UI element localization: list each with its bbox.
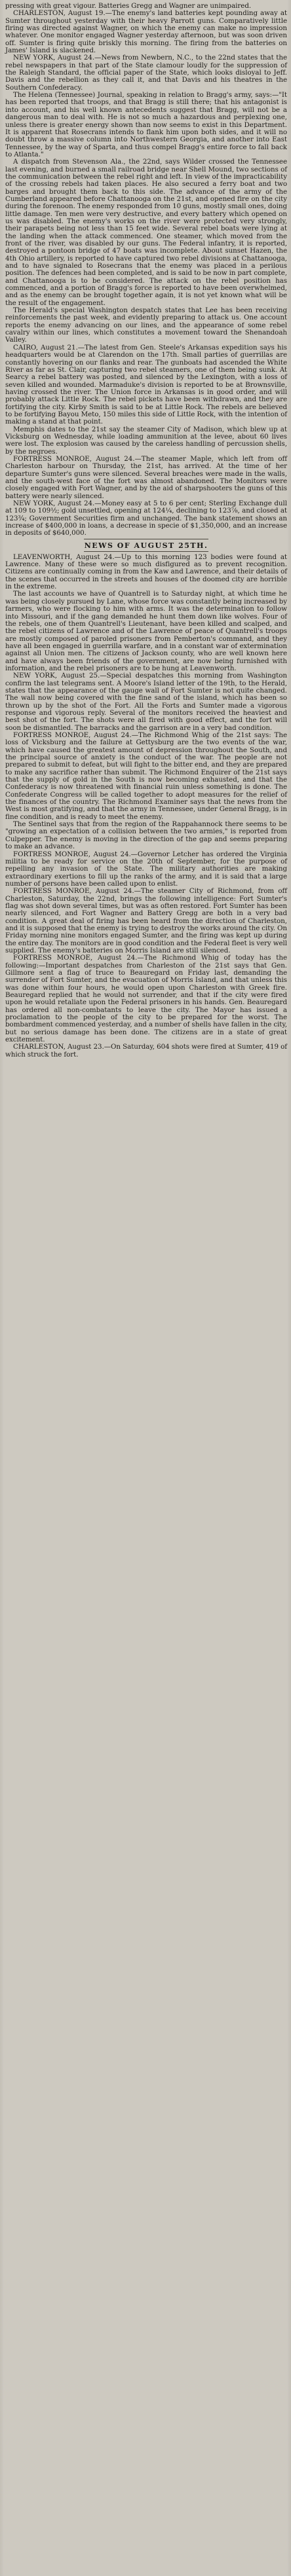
news-paragraph: pressing with great vigour. Batteries Gregg and Wagner are unimpaired. xyxy=(5,2,252,10)
news-paragraph: CHARLESTON, August 23.—On Saturday, 604 shots were fired at Sumter, 419 of which struck the fort. xyxy=(5,1043,287,1059)
news-paragraph: The Herald's special Washington despatch states that Lee has been receiving reinforcements the past week, and evidently preparing to attack us. One account reports the enemy advancing on our lines, and the appearance of some rebel cavalry within our lines, which constitutes a movement toward the Shenandoah Valley. xyxy=(5,306,287,344)
news-paragraph: CAIRO, August 21.—The latest from Gen. Steele's Arkansas expedition says his headquarters would be at Clarendon on the 17th. Small parties of guerrillas are constantly hovering on our flanks and rear. The gunboats had ascended the White River as far as St. Clair, capturing two rebel steamers, one of them being sunk. At Searcy a rebel battery was posted, and silenced by the Lexington, with a loss of seven killed and wounded. Marmaduke's division is reported to be at Brownsville, having crossed the river. The Union force in Arkansas is in good order, and will probably attack Little Rock. The rebel pickets have been withdrawn, and they are fortifying the city. Kirby Smith is said to be at Little Rock. The rebels are believed to be fortifying Bayou Meto, 150 miles this side of Little Rock, with the intention of making a stand at that point. xyxy=(5,343,287,426)
news-paragraph: NEW YORK, August 24.—Money easy at 5 to 6 per cent; Sterling Exchange dull at 109 to 109½; gold unsettled, opening at 124¼, declining to 123⅞, and closed at 123¾; Government Securities firm and unchanged. The bank statement shows an increase of $400,000 in loans, a decrease in specie of $1,350,000, and an increase in deposits of $640,000. xyxy=(5,499,287,537)
news-paragraph: FORTRESS MONROE, August 24.—The Richmond Whig of the 21st says: The loss of Vicksburg and the failure at Gettysburg are the two events of the war, which have caused the greatest amount of depression throughout the South, and the principal source of anxiety is the conduct of the war. The people are not prepared to submit to defeat, but will fight to the bitter end, and they are prepared to make any sacrifice rather than submit. The Richmond Enquirer of the 21st says that the supply of gold in the South is now becoming exhausted, and that the Confederacy is now threatened with financial ruin unless something is done. The Confederate Congress will be called together to adopt measures for the relief of the finances of the country. The Richmond Examiner says that the news from the West is most gratifying, and that the army in Tennessee, under General Bragg, is in fine condition, and is ready to meet the enemy. xyxy=(5,731,287,821)
news-paragraph: NEW YORK, August 24.—News from Newbern, N.C., to the 22nd states that the rebel newspapers in that part of the State clamour loudly for the suppression of the Raleigh Standard, the official paper of the State, which looks disloyal to Jeff. Davis and the rebellion as they call it, and that Davis and his theatres in the Southern Confederacy. xyxy=(5,54,287,92)
news-after xyxy=(5,554,287,1059)
news-paragraph: FORTRESS MONROE, August 24.—Governor Letcher has ordered the Virginia militia to be ready for service on the 20th of September, for the purpose of repelling any invasion of the State. The military authorities are making extraordinary exertions to fill up the ranks of the army, and it is said that a large number of persons have been called upon to enlist. xyxy=(5,850,287,888)
news-paragraph: Memphis dates to the 21st say the steamer City of Madison, which blew up at Vicksburg on Wednesday, while loading ammunition at the levee, about 60 lives were lost. The explosion was caused by the careless handling of percussion shells, by the negroes. xyxy=(5,425,287,456)
news-dateline: NEWS OF AUGUST 25TH. xyxy=(84,541,208,550)
news-paragraph: FORTRESS MONROE, August 24.—The steamer City of Richmond, from off Charleston, Saturday, the 22nd, brings the following intelligence: Fort Sumter's flag was shot down several times, but was as often restored. Fort Sumter has been nearly silenced, and Fort Wagner and Battery Gregg are both in a very bad condition. A great deal of firing has been heard from the direction of Charleston, and it is supposed that the enemy is trying to destroy the works around the city. On Friday morning nine monitors engaged Sumter, and the firing was kept up during the entire day. The monitors are in good condition and the Federal fleet is very well supplied. The enemy's batteries on Morris Island are still silenced. xyxy=(5,887,287,954)
news-paragraph: FORTRESS MONROE, August 24.—The Richmond Whig of today has the following:—Important despatches from Charleston of the 21st says that Gen. Gillmore sent a flag of truce to Beauregard on Friday last, demanding the surrender of Fort Sumter, and the evacuation of Morris Island, and that unless this was done within four hours, he would open upon Charleston with Greek fire. Beauregard replied that he would not surrender, and that if the city were fired upon he would retaliate upon the Federal prisoners in his hands. Gen. Beauregard has ordered all non-combatants to leave the city. The Mayor has issued a proclamation to the people of the city to be prepared for the worst. The bombardment commenced yesterday, and a number of shells have fallen in the city, but no serious damage has been done. The citizens are in a state of great excitement. xyxy=(5,954,287,1044)
news-before xyxy=(5,3,287,537)
news-paragraph: A dispatch from Stevenson Ala., the 22nd, says Wilder crossed the Tennessee last evening, and burned a small railroad bridge near Shell Mound, two sections of the communication between the rebel right and left. In view of the impracticability of the crossing rebels had taken places. He also secured a ferry boat and two barges and brought them back to this side. The advance of the army of the Cumberland appeared before Chattanooga on the 21st, and opened fire on the city during the forenoon. The enemy responded from 10 guns, mostly small ones, doing little damage. Ten men were very destructive, and every battery which opened on us was disabled. The enemy's works on the river were protected very strongly, their parapets being not less than 15 feet wide. Several rebel boats were lying at the landing when the attack commenced. One steamer, which moved from the front of the river, was disabled by our guns. The Federal infantry, it is reported, destroyed a pontoon bridge of 47 boats was incomplete. About sunset Hazen, the 4th Ohio artillery, is reported to have captured two rebel divisions at Chattanooga, and to have signaled to Rosecrans that the enemy was placed in a perilous position. The defences had been completed, and is said to be now in part complete, and Chattanooga is to be considered. The attack on the rebel position has commenced, and a portion of Bragg's force is reported to have been overwhelmed, and as the enemy can be brought together again, it is not yet known what will be the result of the engagement. xyxy=(5,158,287,307)
news-paragraph: The Sentinel says that from the region of the Rappahannock there seems to be "growing an expectation of a collision between the two armies," is reported from Culpepper. The enemy is moving in the direction of the gap and seems preparing to make an advance. xyxy=(5,820,287,851)
news-paragraph: CHARLESTON, August 19.—The enemy's land batteries kept pounding away at Sumter throughout yesterday with their heavy Parrott guns. Comparatively little firing was directed against Wagner, on which the enemy can make no impression whatever. One monitor engaged Wagner yesterday afternoon, but was soon driven off. Sumter is firing quite briskly this morning. The firing from the batteries on James' Island is slackened. xyxy=(5,9,287,55)
news-paragraph: FORTRESS MONROE, August 24.—The steamer Maple, which left from off Charleston harbour on Thursday, the 21st, has arrived. At the time of her departure Sumter's guns were silenced. Several breaches were made in the walls, and the south-west face of the fort was almost abandoned. The Monitors were closely engaged with Fort Wagner, and by the aid of sharpshooters the guns of this battery were nearly silenced. xyxy=(5,454,287,500)
news-paragraph: The last accounts we have of Quantrell is to Saturday night, at which time he was being closely pursued by Lane, whose force was constantly being increased by farmers, who were flocking to him with arms. It was the determination to follow into Missouri, and if the gang demanded he hunt them down like wolves. Four of the rebels, one of them Quantrell's Lieutenant, have been killed and scalped, and the rebel citizens of Lawrence and of the Lawrence of peace of Quantrell's troops are mostly composed of paroled prisoners from Pemberton's command, and they have all been engaged in guerrilla warfare, and in a constant war of extermination against all Union men. The citizens of Jackson county, who are well known here and have always been friends of the government, are now being furnished with information, and the rebel prisoners are to be hung at Leavenworth. xyxy=(5,590,287,672)
news-paragraph: NEW YORK, August 25.—Special despatches this morning from Washington confirm the last telegrams sent. A Moore's Island letter of the 19th, to the Herald, states that the appearance of the gauge wall of Fort Sumter is not quite changed. The wall now being covered with the fine sand of the island, which has been so thrown up by the shot of the Fort. All the Forts and Sumter made a vigorous response and vigorous reply. Several of the monitors received the heaviest and best shot of the fort. The shots were all fired with good effect, and the fort will soon be dismantled. The barracks and the garrison are in a very bad condition. xyxy=(5,672,287,732)
separator-rule xyxy=(84,551,208,552)
news-paragraph: LEAVENWORTH, August 24.—Up to this morning 123 bodies were found at Lawrence. Many of these were so much disfigured as to prevent recognition. Citizens are continually coming in from the Kaw and Lawrence, and their details of the scenes that occurred in the streets and houses of the doomed city are horrible in the extreme. xyxy=(5,553,287,591)
news-paragraph: The Helena (Tennessee) Journal, speaking in relation to Bragg's army, says:—"It has been reported that troops, and that Bragg is still there; that his antagonist is into account, and his well known antecedents suggest that Bragg, will not be a dangerous man to deal with. He is not so much a hazardous and perplexing one, unless there is greater energy shown than now seems to exist in this Department. It is apparent that Rosecrans intends to flank him upon both sides, and it will no doubt throw a massive column into Northwestern Georgia, and another into East Tennessee, by the way of Sparta, and thus compel Bragg's entire force to fall back to Atlanta." xyxy=(5,91,287,158)
